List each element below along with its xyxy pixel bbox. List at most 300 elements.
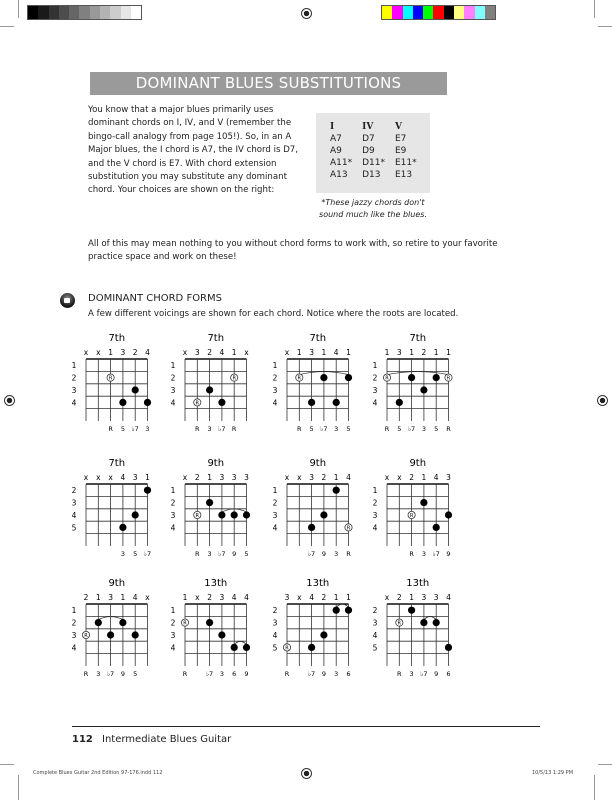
fret-number: 2 <box>272 498 278 508</box>
finger-number: 3 <box>231 473 237 482</box>
table-cell: A9 <box>330 146 342 156</box>
finger-number: x <box>384 473 390 482</box>
finger-number: 4 <box>433 473 439 482</box>
chord-name: 7th <box>409 333 427 344</box>
color-swatch <box>100 6 110 19</box>
chord-name: 7th <box>207 333 225 344</box>
chord-diagram <box>367 456 467 561</box>
color-swatch <box>79 6 89 19</box>
color-swatch <box>28 6 38 19</box>
interval-label: 9 <box>434 670 439 678</box>
fret-number: 4 <box>170 398 176 408</box>
registration-mark-icon <box>301 768 312 779</box>
interval-label: ♭7 <box>432 550 440 558</box>
interval-label: ♭7 <box>307 670 316 678</box>
interval-label: 5 <box>309 425 314 433</box>
finger-number: x <box>108 473 113 482</box>
table-header-row <box>330 121 427 133</box>
video-camera-icon[interactable] <box>60 293 75 308</box>
fret-number: 1 <box>170 486 176 496</box>
finger-number: 1 <box>333 473 339 482</box>
chord-diagram <box>165 576 265 681</box>
finger-dot <box>132 631 139 638</box>
finger-number: 1 <box>433 348 439 357</box>
root-label: R <box>108 375 113 382</box>
chord-diagram <box>66 456 166 561</box>
crop-mark <box>0 764 14 765</box>
chord-diagram <box>165 331 265 436</box>
interval-label: 3 <box>207 550 212 558</box>
fret-number: 1 <box>170 606 176 616</box>
fret-number: 4 <box>372 398 378 408</box>
finger-number: 4 <box>132 593 138 602</box>
column-header: I <box>330 122 335 132</box>
outro-paragraph: All of this may mean nothing to you without chord forms to work with, so retire to your favorite practice space and work on these! <box>88 239 498 263</box>
interval-label: 3 <box>334 550 339 558</box>
table-cell: E11* <box>395 158 417 168</box>
chord-name: 9th <box>207 458 225 469</box>
finger-number: 3 <box>309 473 314 482</box>
color-swatch <box>423 6 433 19</box>
finger-number: 3 <box>219 593 225 602</box>
crop-mark <box>594 0 595 18</box>
fret-number: 2 <box>372 373 378 383</box>
interval-label: R <box>397 670 402 678</box>
table-cell: D9 <box>362 146 375 156</box>
fret-number: 1 <box>272 361 278 371</box>
finger-number: 4 <box>219 348 225 357</box>
fret-number: 2 <box>170 373 176 383</box>
interval-label: 3 <box>207 425 212 433</box>
chord-diagram <box>165 456 265 561</box>
interval-label: ♭7 <box>205 670 214 678</box>
finger-number: 3 <box>132 473 138 482</box>
chord-name: 13th <box>204 578 228 589</box>
finger-number: 4 <box>244 593 249 602</box>
finger-number: 4 <box>231 593 237 602</box>
crop-mark <box>18 775 19 800</box>
barre-arc <box>387 372 449 375</box>
fret-number: 2 <box>272 373 278 383</box>
interval-label: 6 <box>446 670 451 678</box>
fret-number: 4 <box>272 523 278 533</box>
finger-number: 3 <box>244 473 249 482</box>
finger-number: 4 <box>120 473 126 482</box>
finger-dot <box>408 607 415 614</box>
chord-diagram <box>66 331 166 436</box>
finger-number: x <box>182 473 188 482</box>
finger-number: 1 <box>346 348 351 357</box>
finger-number: x <box>297 473 302 482</box>
finger-dot <box>345 607 352 614</box>
finger-dot <box>420 386 427 393</box>
fret-number: 2 <box>272 606 278 616</box>
interval-label: ♭7 <box>106 670 115 678</box>
finger-dot <box>433 619 440 626</box>
interval-label: 3 <box>145 425 150 433</box>
fret-number: 3 <box>71 498 77 508</box>
finger-dot <box>445 644 452 651</box>
page-number: 112 <box>72 734 93 745</box>
finger-number: 2 <box>409 473 414 482</box>
finger-number: 4 <box>446 593 451 602</box>
finger-number: 3 <box>421 593 427 602</box>
root-label: R <box>195 400 200 407</box>
chord-diagram <box>66 576 166 681</box>
fret-number: 5 <box>372 643 378 653</box>
interval-label: 9 <box>446 550 451 558</box>
interval-label: 3 <box>409 670 414 678</box>
finger-dot <box>206 619 213 626</box>
barre-arc <box>424 617 436 620</box>
finger-number: 1 <box>182 593 188 602</box>
interval-label: R <box>231 425 237 433</box>
table-cell: D11* <box>362 158 385 168</box>
finger-number: x <box>244 348 249 357</box>
column-header: V <box>395 122 402 132</box>
chord-name: 13th <box>406 578 430 589</box>
color-swatch <box>49 6 59 19</box>
finger-number: 1 <box>346 593 351 602</box>
finger-dot <box>231 511 238 518</box>
finger-number: x <box>83 473 89 482</box>
finger-dot <box>119 619 126 626</box>
fret-number: 2 <box>71 618 77 628</box>
finger-number: x <box>384 593 390 602</box>
interval-label: R <box>384 425 390 433</box>
color-swatch <box>392 6 402 19</box>
root-label: R <box>297 375 302 382</box>
finger-number: 4 <box>309 593 314 602</box>
interval-label: R <box>195 550 200 558</box>
interval-label: ♭7 <box>320 425 328 433</box>
finger-number: x <box>96 348 101 357</box>
fret-number: 3 <box>272 386 278 395</box>
root-label: R <box>385 375 389 382</box>
fret-number: 3 <box>372 386 378 395</box>
fret-number: 2 <box>71 486 77 496</box>
running-footer-title: Intermediate Blues Guitar <box>102 734 232 745</box>
fret-number: 1 <box>71 606 77 616</box>
finger-number: 4 <box>333 348 339 357</box>
barre-arc <box>234 641 246 644</box>
color-swatch <box>475 6 485 19</box>
finger-number: 1 <box>145 473 150 482</box>
interval-label: 5 <box>434 425 439 433</box>
finger-number: 2 <box>194 473 200 482</box>
root-label: R <box>409 513 414 519</box>
finger-number: 1 <box>409 348 414 357</box>
footer-divider <box>72 726 540 727</box>
finger-dot <box>333 607 340 614</box>
fret-number: 3 <box>372 618 378 628</box>
table-row <box>330 145 427 157</box>
fret-number: 4 <box>372 631 378 640</box>
interval-label: R <box>182 670 188 678</box>
fret-number: 5 <box>272 643 278 653</box>
finger-dot <box>333 487 340 494</box>
fret-number: 3 <box>272 511 278 520</box>
finger-number: 1 <box>207 473 212 482</box>
fret-number: 2 <box>71 373 77 383</box>
color-swatch <box>464 6 474 19</box>
color-swatch <box>131 6 141 19</box>
crop-mark <box>598 764 612 765</box>
crop-mark <box>0 26 14 27</box>
finger-number: x <box>96 473 101 482</box>
root-label: R <box>397 620 402 627</box>
finger-number: 2 <box>421 348 427 357</box>
section-banner: DOMINANT BLUES SUBSTITUTIONS <box>90 72 447 95</box>
interval-label: 9 <box>244 670 249 678</box>
fret-number: 4 <box>170 523 176 533</box>
interval-label: R <box>446 425 451 433</box>
fret-number: 4 <box>71 643 77 653</box>
finger-number: 2 <box>207 593 212 602</box>
finger-number: 1 <box>108 348 113 357</box>
finger-dot <box>433 524 440 531</box>
chord-name: 7th <box>108 458 126 469</box>
process-color-bar <box>381 5 496 20</box>
finger-number: 3 <box>446 473 451 482</box>
registration-mark-icon <box>301 8 312 19</box>
finger-number: 2 <box>207 348 212 357</box>
root-label: R <box>183 620 187 627</box>
finger-number: 3 <box>194 348 200 357</box>
finger-number: 2 <box>321 473 327 482</box>
finger-dot <box>144 487 151 494</box>
fret-number: 2 <box>170 498 176 508</box>
color-swatch <box>444 6 454 19</box>
finger-dot <box>445 511 452 518</box>
finger-dot <box>144 399 151 406</box>
table-cell: E13 <box>395 170 413 180</box>
table-cell: D13 <box>362 170 381 180</box>
color-swatch <box>382 6 392 19</box>
finger-dot <box>320 374 327 381</box>
finger-number: 3 <box>108 593 113 602</box>
interval-label: R <box>284 670 290 678</box>
registration-mark-icon <box>597 395 608 406</box>
finger-dot <box>107 631 114 638</box>
finger-dot <box>420 499 427 506</box>
interval-label: R <box>195 425 200 433</box>
chord-diagram <box>267 331 367 436</box>
slug-date: 10/5/13 1:29 PM <box>532 770 574 776</box>
finger-dot <box>206 499 213 506</box>
finger-number: x <box>284 348 290 357</box>
finger-dot <box>132 511 139 518</box>
finger-dot <box>396 399 403 406</box>
finger-number: 2 <box>83 593 89 602</box>
column-header: IV <box>362 122 374 132</box>
fret-number: 2 <box>372 606 378 616</box>
chord-diagram <box>367 331 467 436</box>
interval-label: ♭7 <box>420 670 428 678</box>
interval-label: ♭7 <box>218 550 226 558</box>
finger-dot <box>243 511 250 518</box>
finger-dot <box>119 399 126 406</box>
fret-number: 3 <box>372 511 378 520</box>
interval-label: 9 <box>321 550 326 558</box>
color-swatch <box>90 6 100 19</box>
color-swatch <box>110 6 120 19</box>
color-swatch <box>413 6 423 19</box>
table-cell: E9 <box>395 146 407 156</box>
fret-number: 1 <box>372 486 378 496</box>
fret-number: 2 <box>372 498 378 508</box>
finger-number: x <box>182 348 188 357</box>
fret-number: 1 <box>170 361 176 371</box>
fret-number: 1 <box>71 361 77 371</box>
intro-paragraph: You know that a major blues primarily uses dominant chords on I, IV, and V (remember the bingo-call analogy from page 105!). So, in an A Major blues, the I chord is A7, the IV chord is D7, and the V chord is E7. With chord extension substitution you may substitute any dominant chord. Your choices are shown on the right: <box>88 105 299 196</box>
finger-dot <box>408 374 415 381</box>
finger-number: x <box>83 348 89 357</box>
chord-name: 9th <box>409 458 427 469</box>
table-row <box>330 169 427 181</box>
interval-label: ♭7 <box>407 425 416 433</box>
root-label: R <box>285 645 289 652</box>
fret-number: 1 <box>372 361 378 371</box>
interval-label: 3 <box>219 670 224 678</box>
finger-number: 1 <box>321 348 327 357</box>
slug-file-name: Complete Blues Guitar 2nd Edition 97-176.indd 112 <box>33 770 163 776</box>
finger-number: 3 <box>433 593 439 602</box>
fret-number: 3 <box>71 631 77 640</box>
interval-label: 6 <box>232 670 237 678</box>
interval-label: R <box>108 425 113 433</box>
interval-label: R <box>346 550 351 558</box>
chord-name: 13th <box>306 578 330 589</box>
table-cell: A13 <box>330 170 348 180</box>
fret-number: 3 <box>170 631 176 640</box>
interval-label: 5 <box>120 425 125 433</box>
table-cell: E7 <box>395 134 407 144</box>
color-swatch <box>485 6 495 19</box>
interval-label: 5 <box>397 425 402 433</box>
finger-number: 3 <box>396 348 402 357</box>
table-cell: A7 <box>330 134 342 144</box>
color-swatch <box>454 6 464 19</box>
interval-label: 9 <box>120 670 125 678</box>
chord-diagram <box>367 576 467 681</box>
finger-dot <box>218 399 225 406</box>
finger-dot <box>243 644 250 651</box>
interval-label: 6 <box>346 670 351 678</box>
finger-dot <box>308 399 315 406</box>
root-label: R <box>84 633 88 639</box>
chord-diagram <box>267 456 367 561</box>
interval-label: 3 <box>120 550 125 558</box>
finger-number: 1 <box>446 348 451 357</box>
finger-dot <box>132 386 139 393</box>
crop-mark <box>594 775 595 800</box>
interval-label: 3 <box>334 670 339 678</box>
crop-mark <box>598 26 612 27</box>
interval-label: R <box>409 550 414 558</box>
fret-number: 4 <box>71 511 77 520</box>
finger-dot <box>320 631 327 638</box>
interval-label: 3 <box>96 670 101 678</box>
fret-number: 1 <box>272 486 278 496</box>
color-swatch <box>403 6 413 19</box>
interval-label: ♭7 <box>218 425 226 433</box>
finger-dot <box>206 386 213 393</box>
crop-mark <box>18 0 19 18</box>
finger-dot <box>119 524 126 531</box>
chord-name: 9th <box>309 458 327 469</box>
fret-number: 4 <box>272 398 278 408</box>
finger-dot <box>333 399 340 406</box>
finger-dot <box>345 374 352 381</box>
chord-diagram <box>267 576 367 681</box>
finger-number: 1 <box>296 348 302 357</box>
table-row <box>330 157 427 169</box>
finger-dot <box>218 511 225 518</box>
fret-number: 4 <box>372 523 378 533</box>
finger-number: x <box>145 593 150 602</box>
interval-label: 5 <box>346 425 351 433</box>
finger-number: 1 <box>384 348 390 357</box>
finger-dot <box>308 644 315 651</box>
color-swatch <box>433 6 443 19</box>
color-swatch <box>69 6 79 19</box>
interval-label: 3 <box>421 425 426 433</box>
fret-number: 3 <box>170 511 176 520</box>
section-subtitle: A few different voicings are shown for each chord. Notice where the roots are located. <box>88 309 459 319</box>
table-footnote: *These jazzy chords don't sound much like the blues. <box>319 198 427 219</box>
finger-number: 1 <box>333 593 339 602</box>
fret-number: 2 <box>170 618 176 628</box>
table-cell: D7 <box>362 134 375 144</box>
finger-number: 1 <box>95 593 101 602</box>
finger-number: x <box>284 473 290 482</box>
root-label: R <box>446 375 451 382</box>
chord-name: 7th <box>108 333 126 344</box>
finger-number: x <box>397 473 402 482</box>
interval-label: 5 <box>244 550 249 558</box>
finger-number: 1 <box>120 593 126 602</box>
interval-label: 5 <box>133 670 138 678</box>
finger-dot <box>95 619 102 626</box>
interval-label: 9 <box>232 550 237 558</box>
interval-label: 5 <box>133 550 138 558</box>
finger-dot <box>218 631 225 638</box>
interval-label: 3 <box>334 425 339 433</box>
color-swatch <box>121 6 131 19</box>
root-label: R <box>232 375 236 382</box>
fret-number: 3 <box>272 618 278 628</box>
finger-number: 2 <box>132 348 138 357</box>
finger-number: 2 <box>321 593 327 602</box>
interval-label: R <box>83 670 89 678</box>
finger-number: 1 <box>421 473 427 482</box>
finger-dot <box>420 619 427 626</box>
fret-number: 4 <box>170 643 176 653</box>
table-cell: A11* <box>330 158 353 168</box>
interval-label: ♭7 <box>131 425 139 433</box>
finger-number: 1 <box>409 593 414 602</box>
finger-dot <box>231 644 238 651</box>
finger-number: x <box>297 593 302 602</box>
root-label: R <box>195 513 200 519</box>
fret-number: 3 <box>170 386 176 395</box>
finger-number: 3 <box>284 593 290 602</box>
substitution-table <box>316 113 430 193</box>
fret-number: 4 <box>71 398 77 408</box>
finger-number: 4 <box>346 473 351 482</box>
interval-label: ♭7 <box>307 550 316 558</box>
